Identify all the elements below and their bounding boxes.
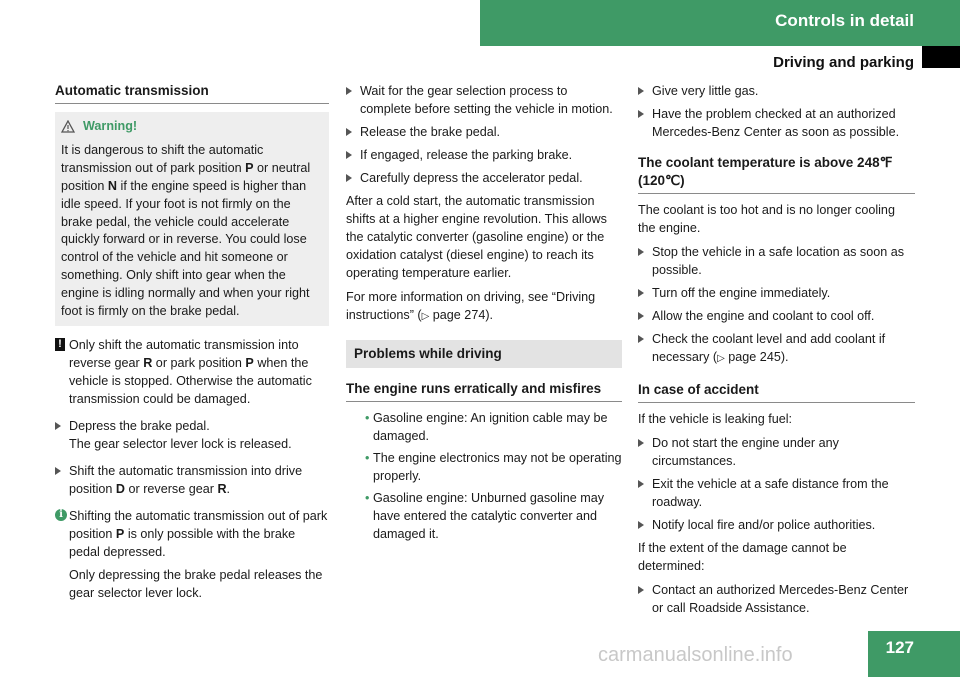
step-exit-vehicle: Exit the vehicle at a safe distance from the roadway.	[638, 475, 915, 511]
warning-text: It is dangerous to shift the automatic transmission out of park position P or neutral position N if the engine speed is higher than idle speed. If your foot is not firmly on the brake pedal, the vehicle could accelerate quickly forward or in reverse. You could lose control of the vehicle and hit someone or something. Only shift into gear when the engine is idling normally and when your right foot is firmly on the brake pedal.	[61, 142, 311, 319]
step-allow-cool: Allow the engine and coolant to cool off.	[638, 307, 915, 325]
section-header-bar	[480, 0, 960, 46]
bullet-icon: •	[365, 491, 370, 505]
step-arrow-icon	[638, 439, 644, 447]
step-arrow-icon	[346, 128, 352, 136]
step-depress-brake: Depress the brake pedal. The gear selector lever lock is released.	[55, 417, 329, 453]
heading-automatic-transmission: Automatic transmission	[55, 82, 329, 104]
cold-start-paragraph: After a cold start, the automatic transmission shifts at a higher engine revolution. This allows the catalytic converter (gasoline engine) or the oxidation catalyst (diesel engine) to reach its operating temperature earlier.	[346, 194, 607, 280]
damage-undetermined-paragraph: If the extent of the damage cannot be determined:	[638, 541, 847, 573]
column-1	[55, 82, 329, 608]
bullet-item: • The engine electronics may not be operating properly.	[365, 451, 622, 483]
watermark: carmanualsonline.info	[598, 644, 793, 666]
step-arrow-icon	[638, 586, 644, 594]
caution-note: ! Only shift the automatic transmission into reverse gear R or park position P when the vehicle is stopped. Otherwise the automatic transmission could be damaged.	[55, 336, 329, 408]
step-arrow-icon	[638, 110, 644, 118]
step-arrow-icon	[638, 87, 644, 95]
leaking-fuel-paragraph: If the vehicle is leaking fuel:	[638, 412, 793, 426]
bullet-icon: •	[365, 411, 370, 425]
step-check-coolant: Check the coolant level and add coolant if necessary (▷ page 245).	[638, 330, 915, 368]
column-3	[638, 82, 915, 622]
warning-box	[55, 112, 329, 326]
info-note: i Shifting the automatic transmission out of park position P is only possible with the brake pedal depressed. Only depressing the brake pedal releases the gear selector lever lock.	[55, 507, 329, 602]
step-accelerator: Carefully depress the accelerator pedal.	[346, 169, 622, 187]
coolant-paragraph: The coolant is too hot and is no longer cooling the engine.	[638, 203, 895, 235]
problems-while-driving-banner: Problems while driving	[346, 340, 622, 368]
page-ref-arrow-icon: ▷	[421, 311, 430, 322]
step-turn-off-engine: Turn off the engine immediately.	[638, 284, 915, 302]
driving-instructions-reference: For more information on driving, see “Driving instructions” (▷ page 274).	[346, 290, 596, 322]
step-contact-center: Contact an authorized Mercedes-Benz Center or call Roadside Assistance.	[638, 581, 915, 617]
step-stop-vehicle: Stop the vehicle in a safe location as soon as possible.	[638, 243, 915, 279]
step-arrow-icon	[638, 521, 644, 529]
step-notify-authorities: Notify local fire and/or police authorities.	[638, 516, 915, 534]
step-release-parking-brake: If engaged, release the parking brake.	[346, 146, 622, 164]
step-arrow-icon	[638, 248, 644, 256]
step-arrow-icon	[55, 422, 61, 430]
step-wait-gear: Wait for the gear selection process to complete before setting the vehicle in motion.	[346, 82, 622, 118]
step-arrow-icon	[638, 312, 644, 320]
page-number-box	[868, 631, 960, 677]
step-release-brake: Release the brake pedal.	[346, 123, 622, 141]
heading-engine-runs-erratically: The engine runs erratically and misfires	[346, 380, 622, 402]
heading-in-case-of-accident: In case of accident	[638, 381, 915, 403]
step-arrow-icon	[638, 289, 644, 297]
bullet-item: • Gasoline engine: Unburned gasoline may have entered the catalytic converter and damaged it.	[365, 491, 605, 541]
step-arrow-icon	[346, 87, 352, 95]
step-arrow-icon	[55, 467, 61, 475]
page-number: 127	[885, 638, 914, 657]
step-have-checked: Have the problem checked at an authorized Mercedes-Benz Center as soon as possible.	[638, 105, 915, 141]
step-arrow-icon	[346, 151, 352, 159]
bullet-icon: •	[365, 451, 370, 465]
section-title: Controls in detail	[775, 11, 914, 30]
subsection-title: Driving and parking	[773, 54, 914, 71]
info-icon: i	[55, 509, 67, 521]
step-arrow-icon	[346, 174, 352, 182]
warning-triangle-icon	[61, 120, 75, 133]
step-do-not-start: Do not start the engine under any circumstances.	[638, 434, 915, 470]
step-arrow-icon	[638, 335, 644, 343]
step-little-gas: Give very little gas.	[638, 82, 915, 100]
heading-coolant-temperature: The coolant temperature is above 248℉ (120℃)	[638, 154, 915, 194]
step-shift-drive: Shift the automatic transmission into drive position D or reverse gear R.	[55, 462, 329, 498]
header-black-tab	[922, 46, 960, 68]
warning-title: Warning!	[61, 118, 323, 136]
step-arrow-icon	[638, 480, 644, 488]
column-2	[346, 82, 622, 547]
page-ref-arrow-icon: ▷	[717, 353, 725, 364]
caution-icon: !	[55, 338, 65, 351]
bullet-item: • Gasoline engine: An ignition cable may be damaged.	[365, 411, 608, 443]
